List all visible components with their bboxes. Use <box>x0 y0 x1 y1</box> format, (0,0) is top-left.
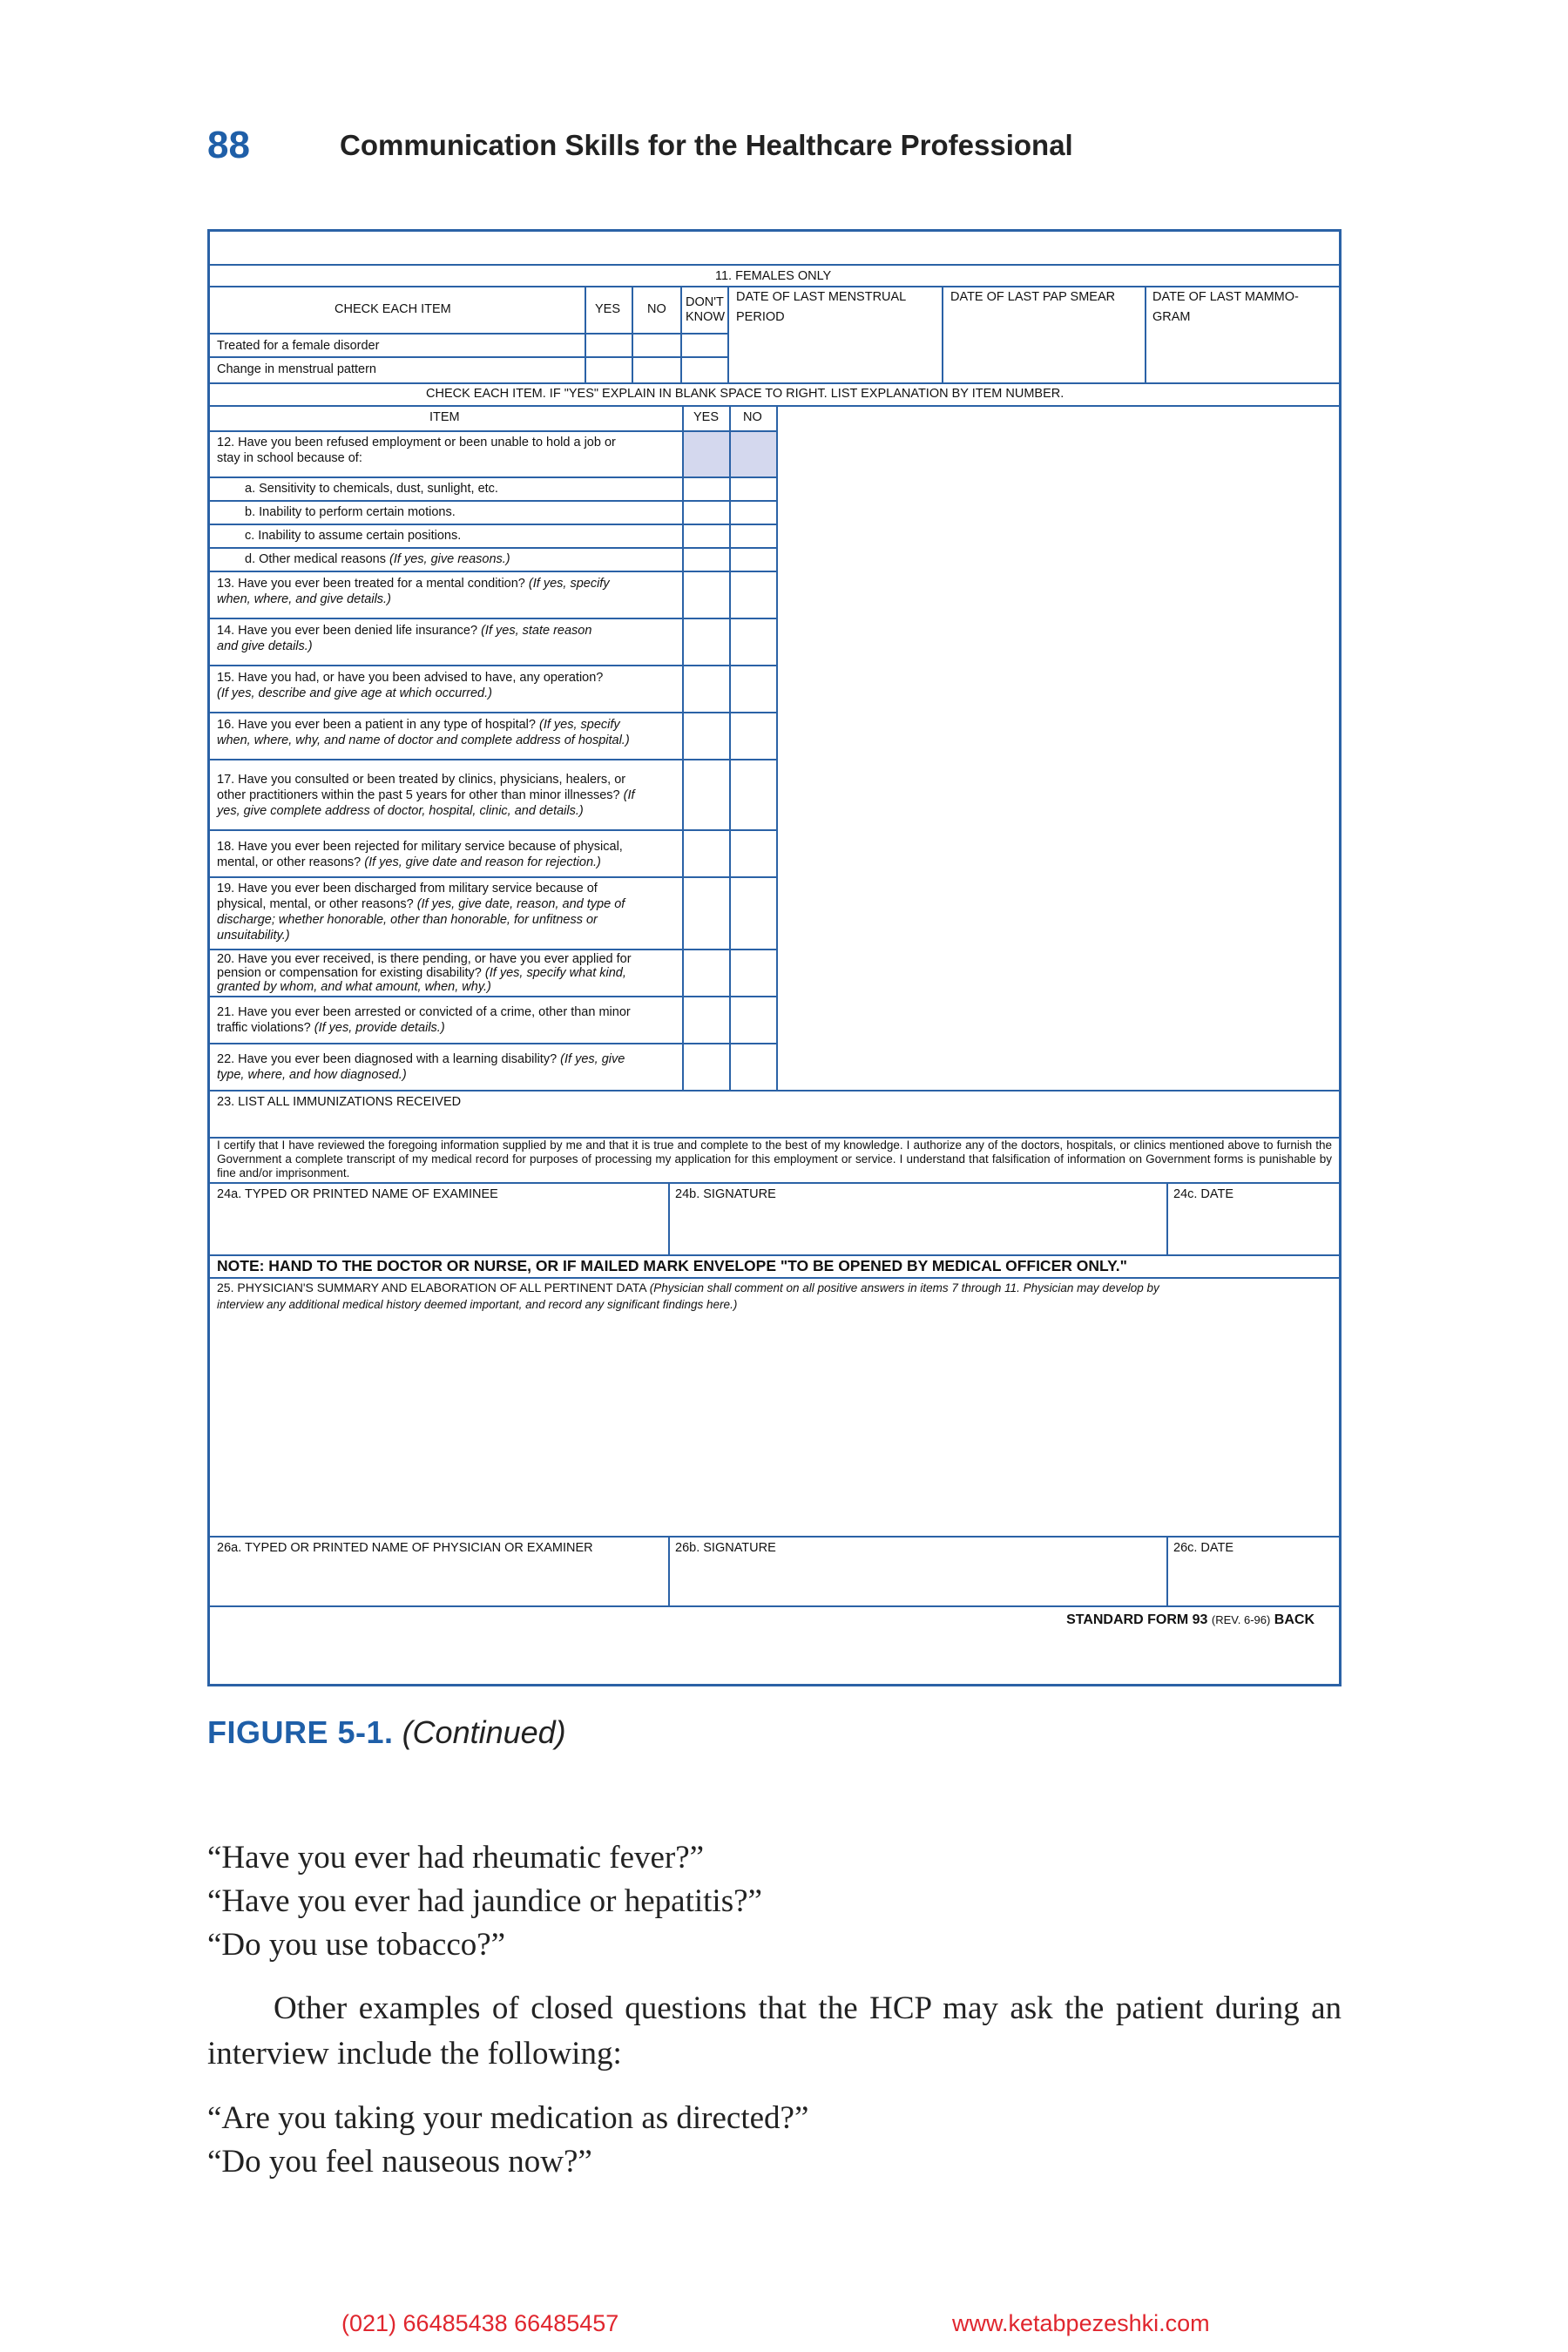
yes-header: YES <box>595 302 621 316</box>
q22-note-1: (If yes, give <box>560 1052 625 1066</box>
q18-line2 <box>217 855 601 870</box>
figure-continued: (Continued) <box>402 1714 566 1750</box>
q20-line3: granted by whom, and what amount, when, why.) <box>217 980 491 994</box>
footer-phone: (021) 66485438 66485457 <box>341 2310 619 2336</box>
q12-line1: 12. Have you been refused employment or been unable to hold a job or <box>217 436 616 449</box>
q14-text: 14. Have you ever been denied life insurance? <box>217 624 478 638</box>
quote-tobacco: “Do you use tobacco?” <box>207 1927 506 1963</box>
running-head-title: Communication Skills for the Healthcare Professional <box>340 129 1073 161</box>
check-each-item-label: CHECK EACH ITEM <box>335 302 451 316</box>
q16-line2: when, where, why, and name of doctor and complete address of hospital.) <box>217 733 630 747</box>
q12b: b. Inability to perform certain motions. <box>245 505 456 519</box>
q19-line3: discharge; whether honorable, other than honorable, for unfitness or <box>217 913 598 927</box>
figure-label: FIGURE 5-1. <box>207 1714 394 1750</box>
q18-note: (If yes, give date and reason for rejection.) <box>364 855 601 869</box>
examinee-signature-label: 24b. SIGNATURE <box>675 1187 776 1201</box>
q12-shaded-no <box>731 430 776 476</box>
q13-text: 13. Have you ever been treated for a mental condition? <box>217 577 525 591</box>
physician-summary-line2: interview any additional medical history deemed important, and record any significant findings here.) <box>217 1298 738 1311</box>
q14-line2: and give details.) <box>217 639 313 653</box>
questions-no-header: NO <box>743 410 762 424</box>
last-mammogram-label-2: GRAM <box>1152 310 1191 324</box>
form-identifier-name: STANDARD FORM 93 <box>1066 1612 1208 1627</box>
q12c: c. Inability to assume certain positions. <box>245 529 462 543</box>
q16-text: 16. Have you ever been a patient in any type of hospital? <box>217 718 536 732</box>
q22-line1 <box>217 1051 625 1067</box>
no-header: NO <box>647 302 666 316</box>
q17-line1: 17. Have you consulted or been treated by clinics, physicians, healers, or <box>217 773 626 787</box>
q22-text: 22. Have you ever been diagnosed with a learning disability? <box>217 1052 558 1066</box>
q21-line2 <box>217 1020 445 1036</box>
q15-line1: 15. Have you had, or have you been advised to have, any operation? <box>217 671 604 685</box>
physician-date-label: 26c. DATE <box>1173 1541 1234 1555</box>
q15-line2: (If yes, describe and give age at which occurred.) <box>217 686 492 700</box>
q17-line2 <box>217 787 635 803</box>
q12d-text: d. Other medical reasons <box>245 552 386 566</box>
q20-text-2: pension or compensation for existing disability? <box>217 966 482 980</box>
q19-note-1: (If yes, give date, reason, and type of <box>416 897 625 911</box>
form-identifier-rev: (REV. 6-96) <box>1211 1613 1271 1626</box>
q13-line1 <box>217 576 610 591</box>
q21-text-2: traffic violations? <box>217 1021 311 1035</box>
q17-note-1: (If <box>623 788 635 802</box>
q17-text-2: other practitioners within the past 5 years for other than minor illnesses? <box>217 788 620 802</box>
form-identifier-side: BACK <box>1274 1612 1315 1627</box>
q12d <box>245 551 510 567</box>
examinee-name-label: 24a. TYPED OR PRINTED NAME OF EXAMINEE <box>217 1187 498 1201</box>
instructions-line: CHECK EACH ITEM. IF "YES" EXPLAIN IN BLANK SPACE TO RIGHT. LIST EXPLANATION BY ITEM NUMBER. <box>426 387 1064 401</box>
q16-line1 <box>217 717 620 733</box>
last-menstrual-label-2: PERIOD <box>736 310 785 324</box>
q19-line4: unsuitability.) <box>217 929 290 943</box>
physician-name-label: 26a. TYPED OR PRINTED NAME OF PHYSICIAN OR EXAMINER <box>217 1541 593 1555</box>
quote-rheumatic-fever: “Have you ever had rheumatic fever?” <box>207 1840 705 1876</box>
page-number: 88 <box>207 124 250 166</box>
q14-note-1: (If yes, state reason <box>481 624 592 638</box>
dont-know-header-2: KNOW <box>686 310 726 324</box>
q17-line3: yes, give complete address of doctor, hospital, clinic, and details.) <box>217 804 584 818</box>
q21-line1: 21. Have you ever been arrested or convicted of a crime, other than minor <box>217 1005 631 1019</box>
female-row-treated: Treated for a female disorder <box>217 339 380 353</box>
q12a: a. Sensitivity to chemicals, dust, sunlight, etc. <box>245 482 498 496</box>
mailing-note: NOTE: HAND TO THE DOCTOR OR NURSE, OR IF MAILED MARK ENVELOPE "TO BE OPENED BY MEDICAL OFFICER ONLY." <box>217 1257 1127 1274</box>
q16-note-1: (If yes, specify <box>539 718 620 732</box>
physician-summary-title: 25. PHYSICIAN'S SUMMARY AND ELABORATION OF ALL PERTINENT DATA <box>217 1281 646 1294</box>
last-menstrual-label-1: DATE OF LAST MENSTRUAL <box>736 290 907 304</box>
physician-summary-note-1: (Physician shall comment on all positive answers in items 7 through 11. Physician may develop by <box>649 1281 1159 1294</box>
q13-note-1: (If yes, specify <box>528 577 610 591</box>
q12-shaded-yes <box>684 430 729 476</box>
quote-medication: “Are you taking your medication as directed?” <box>207 2100 809 2136</box>
form-identifier <box>1066 1612 1315 1629</box>
q14-line1 <box>217 623 591 639</box>
examinee-date-label: 24c. DATE <box>1173 1187 1234 1201</box>
q12-line2: stay in school because of: <box>217 451 362 465</box>
q19-text-2: physical, mental, or other reasons? <box>217 897 414 911</box>
last-pap-smear-label: DATE OF LAST PAP SMEAR <box>950 290 1116 304</box>
quote-jaundice: “Have you ever had jaundice or hepatitis?” <box>207 1883 762 1919</box>
q19-line2 <box>217 896 625 912</box>
females-only-title: 11. FEMALES ONLY <box>715 269 832 283</box>
q19-line1: 19. Have you ever been discharged from military service because of <box>217 882 598 896</box>
item-header: ITEM <box>429 410 460 424</box>
physician-signature-label: 26b. SIGNATURE <box>675 1541 776 1555</box>
footer-website[interactable]: www.ketabpezeshki.com <box>952 2310 1210 2336</box>
questions-yes-header: YES <box>693 410 720 424</box>
standard-form-93 <box>207 229 1342 1686</box>
last-mammogram-label-1: DATE OF LAST MAMMO- <box>1152 290 1299 304</box>
closed-questions-paragraph: Other examples of closed questions that the HCP may ask the patient during an interview include the following: <box>207 1990 1342 2072</box>
quote-nauseous: “Do you feel nauseous now?” <box>207 2144 592 2180</box>
q13-line2: when, where, and give details.) <box>217 592 391 606</box>
dont-know-header-1: DON'T <box>686 295 724 309</box>
q21-note: (If yes, provide details.) <box>314 1021 445 1035</box>
female-row-menstrual-change: Change in menstrual pattern <box>217 362 376 376</box>
q23-label: 23. LIST ALL IMMUNIZATIONS RECEIVED <box>217 1095 462 1109</box>
q18-text-2: mental, or other reasons? <box>217 855 362 869</box>
figure-caption <box>207 1714 566 1751</box>
q22-line2: type, where, and how diagnosed.) <box>217 1068 407 1082</box>
q18-line1: 18. Have you ever been rejected for military service because of physical, <box>217 840 623 854</box>
physician-summary-line1 <box>217 1281 1159 1296</box>
q20-note-1: (If yes, specify what kind, <box>484 966 626 980</box>
q12d-note: (If yes, give reasons.) <box>389 552 510 566</box>
q20-line1: 20. Have you ever received, is there pending, or have you ever applied for <box>217 952 632 966</box>
certification-text: I certify that I have reviewed the foregoing information supplied by me and that it is true and complete to the best of my knowledge. I authorize any of the doctors, hospitals, or clinics mentioned above to furnish the Government a complete transcript of my medical record for purposes of processing my application for this employment or service. I understand that falsification of information on Government forms is punishable by fine and/or imprisonment. <box>217 1139 1332 1179</box>
